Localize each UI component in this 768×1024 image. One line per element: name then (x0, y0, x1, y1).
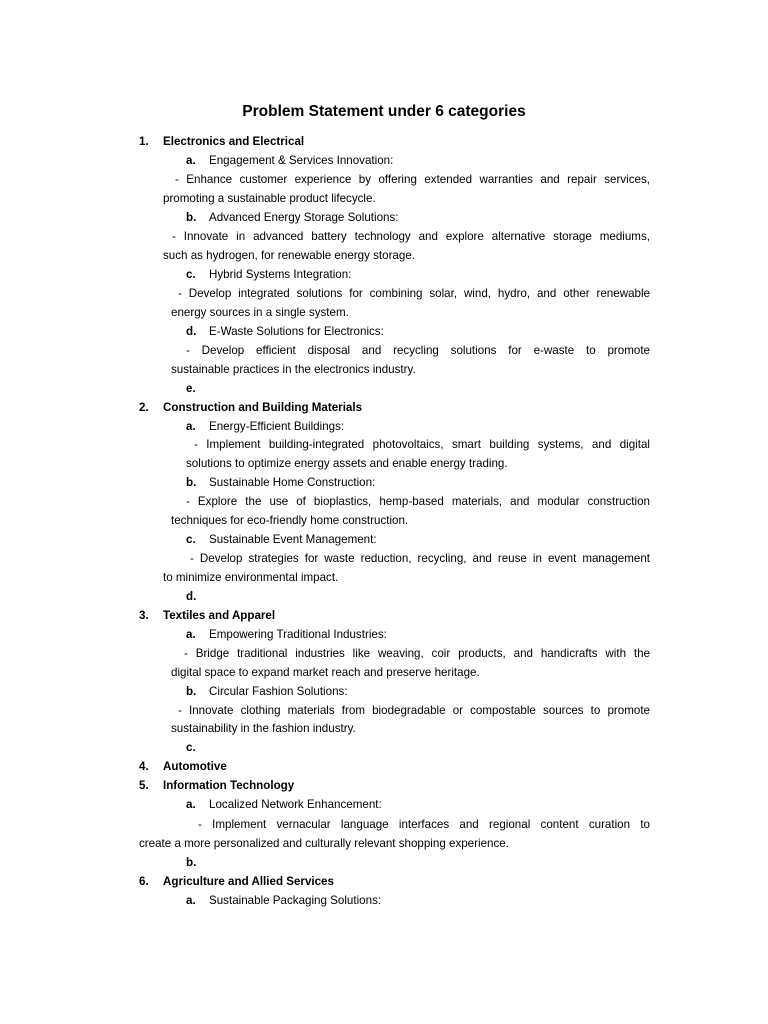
item-description-cont: create a more personalized and culturally relevant shopping experience. (139, 837, 509, 850)
category-number: 2. (139, 401, 149, 414)
item-letter: e. (186, 382, 196, 395)
category-label: Automotive (163, 760, 227, 773)
item-letter: c. (186, 533, 196, 546)
item-label: Sustainable Event Management: (209, 533, 377, 546)
item-description-cont: sustainability in the fashion industry. (171, 722, 356, 735)
item-description-cont: digital space to expand market reach and preserve heritage. (171, 666, 480, 679)
item-description: - Enhance customer experience by offering extended warranties and repair services, (175, 173, 650, 186)
item-label: E-Waste Solutions for Electronics: (209, 325, 384, 338)
item-label: Sustainable Packaging Solutions: (209, 894, 382, 907)
category-label: Information Technology (163, 779, 295, 792)
category-number: 6. (139, 875, 149, 888)
item-label: Empowering Traditional Industries: (209, 628, 387, 641)
item-description-cont: promoting a sustainable product lifecycle. (163, 192, 376, 205)
item-label: Circular Fashion Solutions: (209, 685, 348, 698)
item-description-cont: techniques for eco-friendly home construction. (171, 514, 409, 527)
item-label: Energy-Efficient Buildings: (209, 420, 345, 433)
item-letter: a. (186, 894, 196, 907)
page-title: Problem Statement under 6 categories (242, 103, 526, 120)
category-number: 4. (139, 760, 149, 773)
item-letter: a. (186, 420, 196, 433)
item-letter: c. (186, 741, 196, 754)
item-description: - Innovate clothing materials from biodegradable or compostable sources to promote (178, 704, 650, 717)
category-label: Textiles and Apparel (163, 609, 276, 622)
item-letter: b. (186, 856, 197, 869)
category-label: Construction and Building Materials (163, 401, 363, 414)
item-letter: b. (186, 211, 197, 224)
item-description-cont: energy sources in a single system. (171, 306, 349, 319)
item-letter: d. (186, 590, 197, 603)
item-description: - Develop integrated solutions for combining solar, wind, hydro, and other renewable (178, 287, 650, 300)
item-description: - Develop strategies for waste reduction, recycling, and reuse in event management (190, 552, 650, 565)
category-number: 3. (139, 609, 149, 622)
item-description: - Implement vernacular language interfaces and regional content curation to (198, 818, 650, 831)
item-label: Localized Network Enhancement: (209, 798, 382, 811)
item-description-cont: such as hydrogen, for renewable energy storage. (163, 249, 415, 262)
category-label: Agriculture and Allied Services (163, 875, 334, 888)
item-label: Hybrid Systems Integration: (209, 268, 352, 281)
item-description-cont: to minimize environmental impact. (163, 571, 339, 584)
item-description: - Innovate in advanced battery technology and explore alternative storage mediums, (172, 230, 650, 243)
item-letter: b. (186, 685, 197, 698)
category-label: Electronics and Electrical (163, 135, 305, 148)
item-description-cont: sustainable practices in the electronics industry. (171, 363, 416, 376)
category-number: 1. (139, 135, 149, 148)
item-description: - Bridge traditional industries like weaving, coir products, and handicrafts with the (184, 647, 650, 660)
item-description: - Develop efficient disposal and recycling solutions for e-waste to promote (186, 344, 650, 357)
item-letter: d. (186, 325, 197, 338)
item-description: - Implement building-integrated photovoltaics, smart building systems, and digital (194, 438, 650, 451)
item-description: - Explore the use of bioplastics, hemp-based materials, and modular construction (186, 495, 650, 508)
item-letter: a. (186, 798, 196, 811)
item-letter: b. (186, 476, 197, 489)
item-description-cont: solutions to optimize energy assets and enable energy trading. (186, 457, 508, 470)
item-letter: c. (186, 268, 196, 281)
category-number: 5. (139, 779, 149, 792)
item-label: Advanced Energy Storage Solutions: (209, 211, 399, 224)
item-label: Sustainable Home Construction: (209, 476, 376, 489)
item-label: Engagement & Services Innovation: (209, 154, 394, 167)
item-letter: a. (186, 154, 196, 167)
item-letter: a. (186, 628, 196, 641)
